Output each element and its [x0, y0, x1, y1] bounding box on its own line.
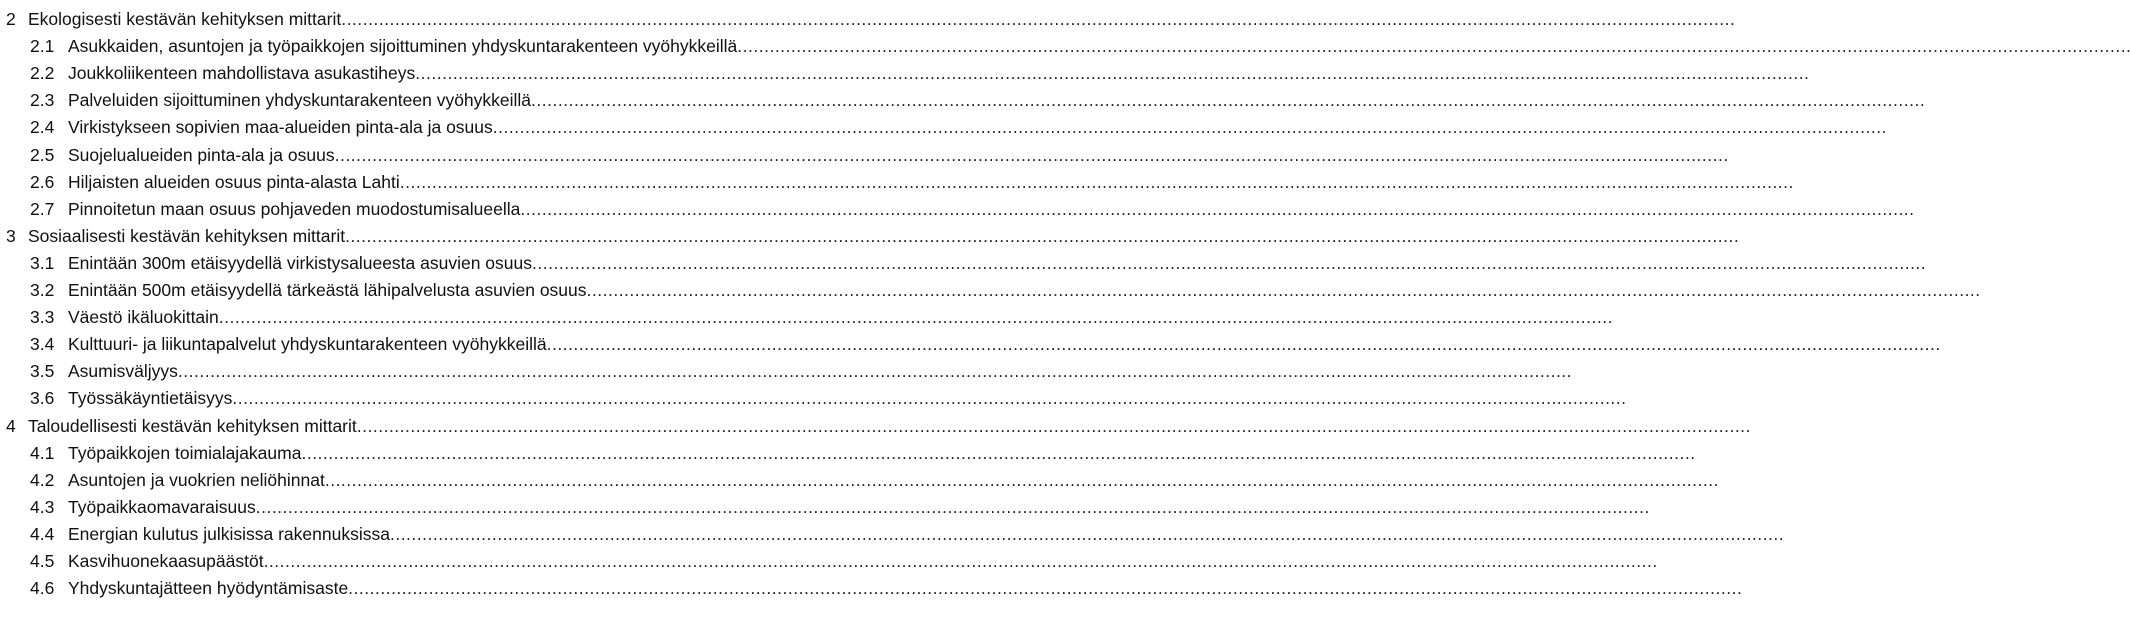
toc-subsection[interactable] [0, 300, 1613, 328]
toc-subsection[interactable] [0, 83, 1926, 111]
toc-number: 3.1 [30, 252, 55, 273]
toc-dot-leader: .................................................................................................................................................................................................................................................................... [301, 442, 1696, 463]
toc-number: 4 [6, 415, 16, 436]
toc-dot-leader: .................................................................................................................................................................................................................................................................... [737, 36, 2131, 57]
toc-dot-leader: .................................................................................................................................................................................................................................................................... [341, 9, 1736, 29]
toc-title: Väestö ikäluokittain [68, 307, 219, 328]
toc-number: 2.3 [30, 90, 55, 111]
toc-subsection[interactable] [0, 436, 1696, 463]
toc-dot-leader: .................................................................................................................................................................................................................................................................... [531, 90, 1926, 111]
toc-number: 2.5 [30, 144, 55, 165]
toc-title: Kasvihuonekaasupäästöt [68, 551, 264, 571]
toc-subsection[interactable] [0, 192, 1915, 219]
toc-section[interactable] [0, 219, 1740, 246]
toc-title: Suojelualueiden pinta-ala ja osuus [68, 144, 335, 165]
toc-title: Joukkoliikenteen mahdollistava asukastiheys [68, 63, 416, 84]
toc-title: Työssäkäyntietäisyys [68, 388, 233, 409]
toc-number: 3.2 [30, 280, 55, 300]
toc-title: Asuntojen ja vuokrien neliöhinnat [68, 469, 325, 490]
toc-subsection[interactable] [0, 354, 1573, 382]
toc-dot-leader: .................................................................................................................................................................................................................................................................... [356, 415, 1751, 436]
toc-number: 3.3 [30, 307, 55, 328]
toc-title: Taloudellisesti kestävän kehityksen mittarit [28, 415, 357, 436]
toc-section[interactable] [0, 409, 1751, 436]
toc-title: Pinnoitetun maan osuus pohjaveden muodostumisalueella [68, 198, 521, 219]
toc-subsection[interactable] [0, 165, 1794, 192]
toc-title: Enintään 300m etäisyydellä virkistysalueesta asuvien osuus [68, 252, 533, 273]
table-of-contents [0, 2, 2131, 624]
toc-subsection[interactable] [0, 246, 1927, 273]
toc-subsection[interactable] [0, 490, 1650, 517]
toc-number: 4.5 [30, 551, 55, 571]
toc-subsection[interactable] [0, 571, 1743, 599]
toc-number: 4.2 [30, 469, 55, 490]
toc-title: Hiljaisten alueiden osuus pinta-alasta Lahti [68, 171, 400, 192]
toc-number: 3.5 [30, 361, 55, 382]
toc-title: Enintään 500m etäisyydellä tärkeästä lähipalvelusta asuvien osuus [68, 280, 587, 300]
toc-section[interactable] [0, 2, 1736, 29]
toc-dot-leader: .................................................................................................................................................................................................................................................................... [389, 523, 1785, 544]
toc-number: 4.6 [30, 578, 55, 599]
toc-dot-leader: .................................................................................................................................................................................................................................................................... [324, 469, 1719, 490]
toc-subsection[interactable] [0, 544, 1658, 571]
toc-title: Työpaikkojen toimialajakauma [68, 442, 302, 463]
toc-number: 3 [6, 225, 16, 246]
toc-dot-leader: .................................................................................................................................................................................................................................................................... [345, 225, 1740, 246]
toc-dot-leader: .................................................................................................................................................................................................................................................................... [255, 496, 1650, 517]
toc-number: 4.3 [30, 496, 55, 517]
toc-dot-leader: .................................................................................................................................................................................................................................................................... [334, 144, 1729, 165]
toc-dot-leader: .................................................................................................................................................................................................................................................................... [532, 252, 1927, 273]
toc-title: Sosiaalisesti kestävän kehityksen mittarit [28, 225, 346, 246]
toc-title: Virkistykseen sopivien maa-alueiden pinta-ala ja osuus [68, 117, 493, 138]
toc-dot-leader: .................................................................................................................................................................................................................................................................... [399, 171, 1794, 192]
toc-number: 3.4 [30, 334, 55, 355]
toc-dot-leader: .................................................................................................................................................................................................................................................................... [232, 388, 1627, 409]
toc-subsection[interactable] [0, 56, 1810, 84]
toc-title: Yhdyskuntajätteen hyödyntämisaste [68, 578, 349, 599]
toc-number: 2 [6, 9, 16, 29]
toc-number: 2.6 [30, 171, 55, 192]
toc-title: Asumisväljyys [68, 361, 178, 382]
toc-number: 4.1 [30, 442, 55, 463]
toc-number: 4.4 [30, 523, 55, 544]
toc-title: Ekologisesti kestävän kehityksen mittarit [28, 9, 342, 29]
toc-subsection[interactable] [0, 381, 1627, 409]
toc-dot-leader: .................................................................................................................................................................................................................................................................... [263, 551, 1658, 571]
toc-subsection[interactable] [0, 29, 2131, 57]
toc-number: 2.4 [30, 117, 55, 138]
toc-dot-leader: .................................................................................................................................................................................................................................................................... [348, 578, 1743, 599]
toc-number: 2.2 [30, 63, 55, 84]
toc-subsection[interactable] [0, 517, 1785, 544]
toc-subsection[interactable] [0, 138, 1729, 165]
toc-dot-leader: .................................................................................................................................................................................................................................................................... [586, 280, 1981, 300]
toc-dot-leader: .................................................................................................................................................................................................................................................................... [492, 117, 1887, 138]
toc-title: Palveluiden sijoittuminen yhdyskuntarakenteen vyöhykkeillä [68, 90, 532, 111]
toc-dot-leader: .................................................................................................................................................................................................................................................................... [415, 63, 1810, 84]
toc-dot-leader: .................................................................................................................................................................................................................................................................... [520, 198, 1915, 219]
toc-dot-leader: .................................................................................................................................................................................................................................................................... [546, 334, 1941, 355]
toc-dot-leader: .................................................................................................................................................................................................................................................................... [177, 361, 1573, 382]
toc-number: 3.6 [30, 388, 55, 409]
toc-subsection[interactable] [0, 463, 1719, 490]
toc-subsection[interactable] [0, 273, 1981, 300]
toc-number: 2.1 [30, 36, 55, 57]
toc-title: Kulttuuri- ja liikuntapalvelut yhdyskuntarakenteen vyöhykkeillä [68, 334, 547, 355]
toc-number: 2.7 [30, 198, 55, 219]
toc-title: Asukkaiden, asuntojen ja työpaikkojen sijoittuminen yhdyskuntarakenteen vyöhykkeillä [68, 36, 738, 57]
toc-dot-leader: .................................................................................................................................................................................................................................................................... [218, 307, 1613, 328]
toc-title: Työpaikkaomavaraisuus [68, 496, 256, 517]
toc-title: Energian kulutus julkisissa rakennuksissa [68, 523, 390, 544]
toc-subsection[interactable] [0, 110, 1887, 138]
toc-subsection[interactable] [0, 327, 1941, 355]
